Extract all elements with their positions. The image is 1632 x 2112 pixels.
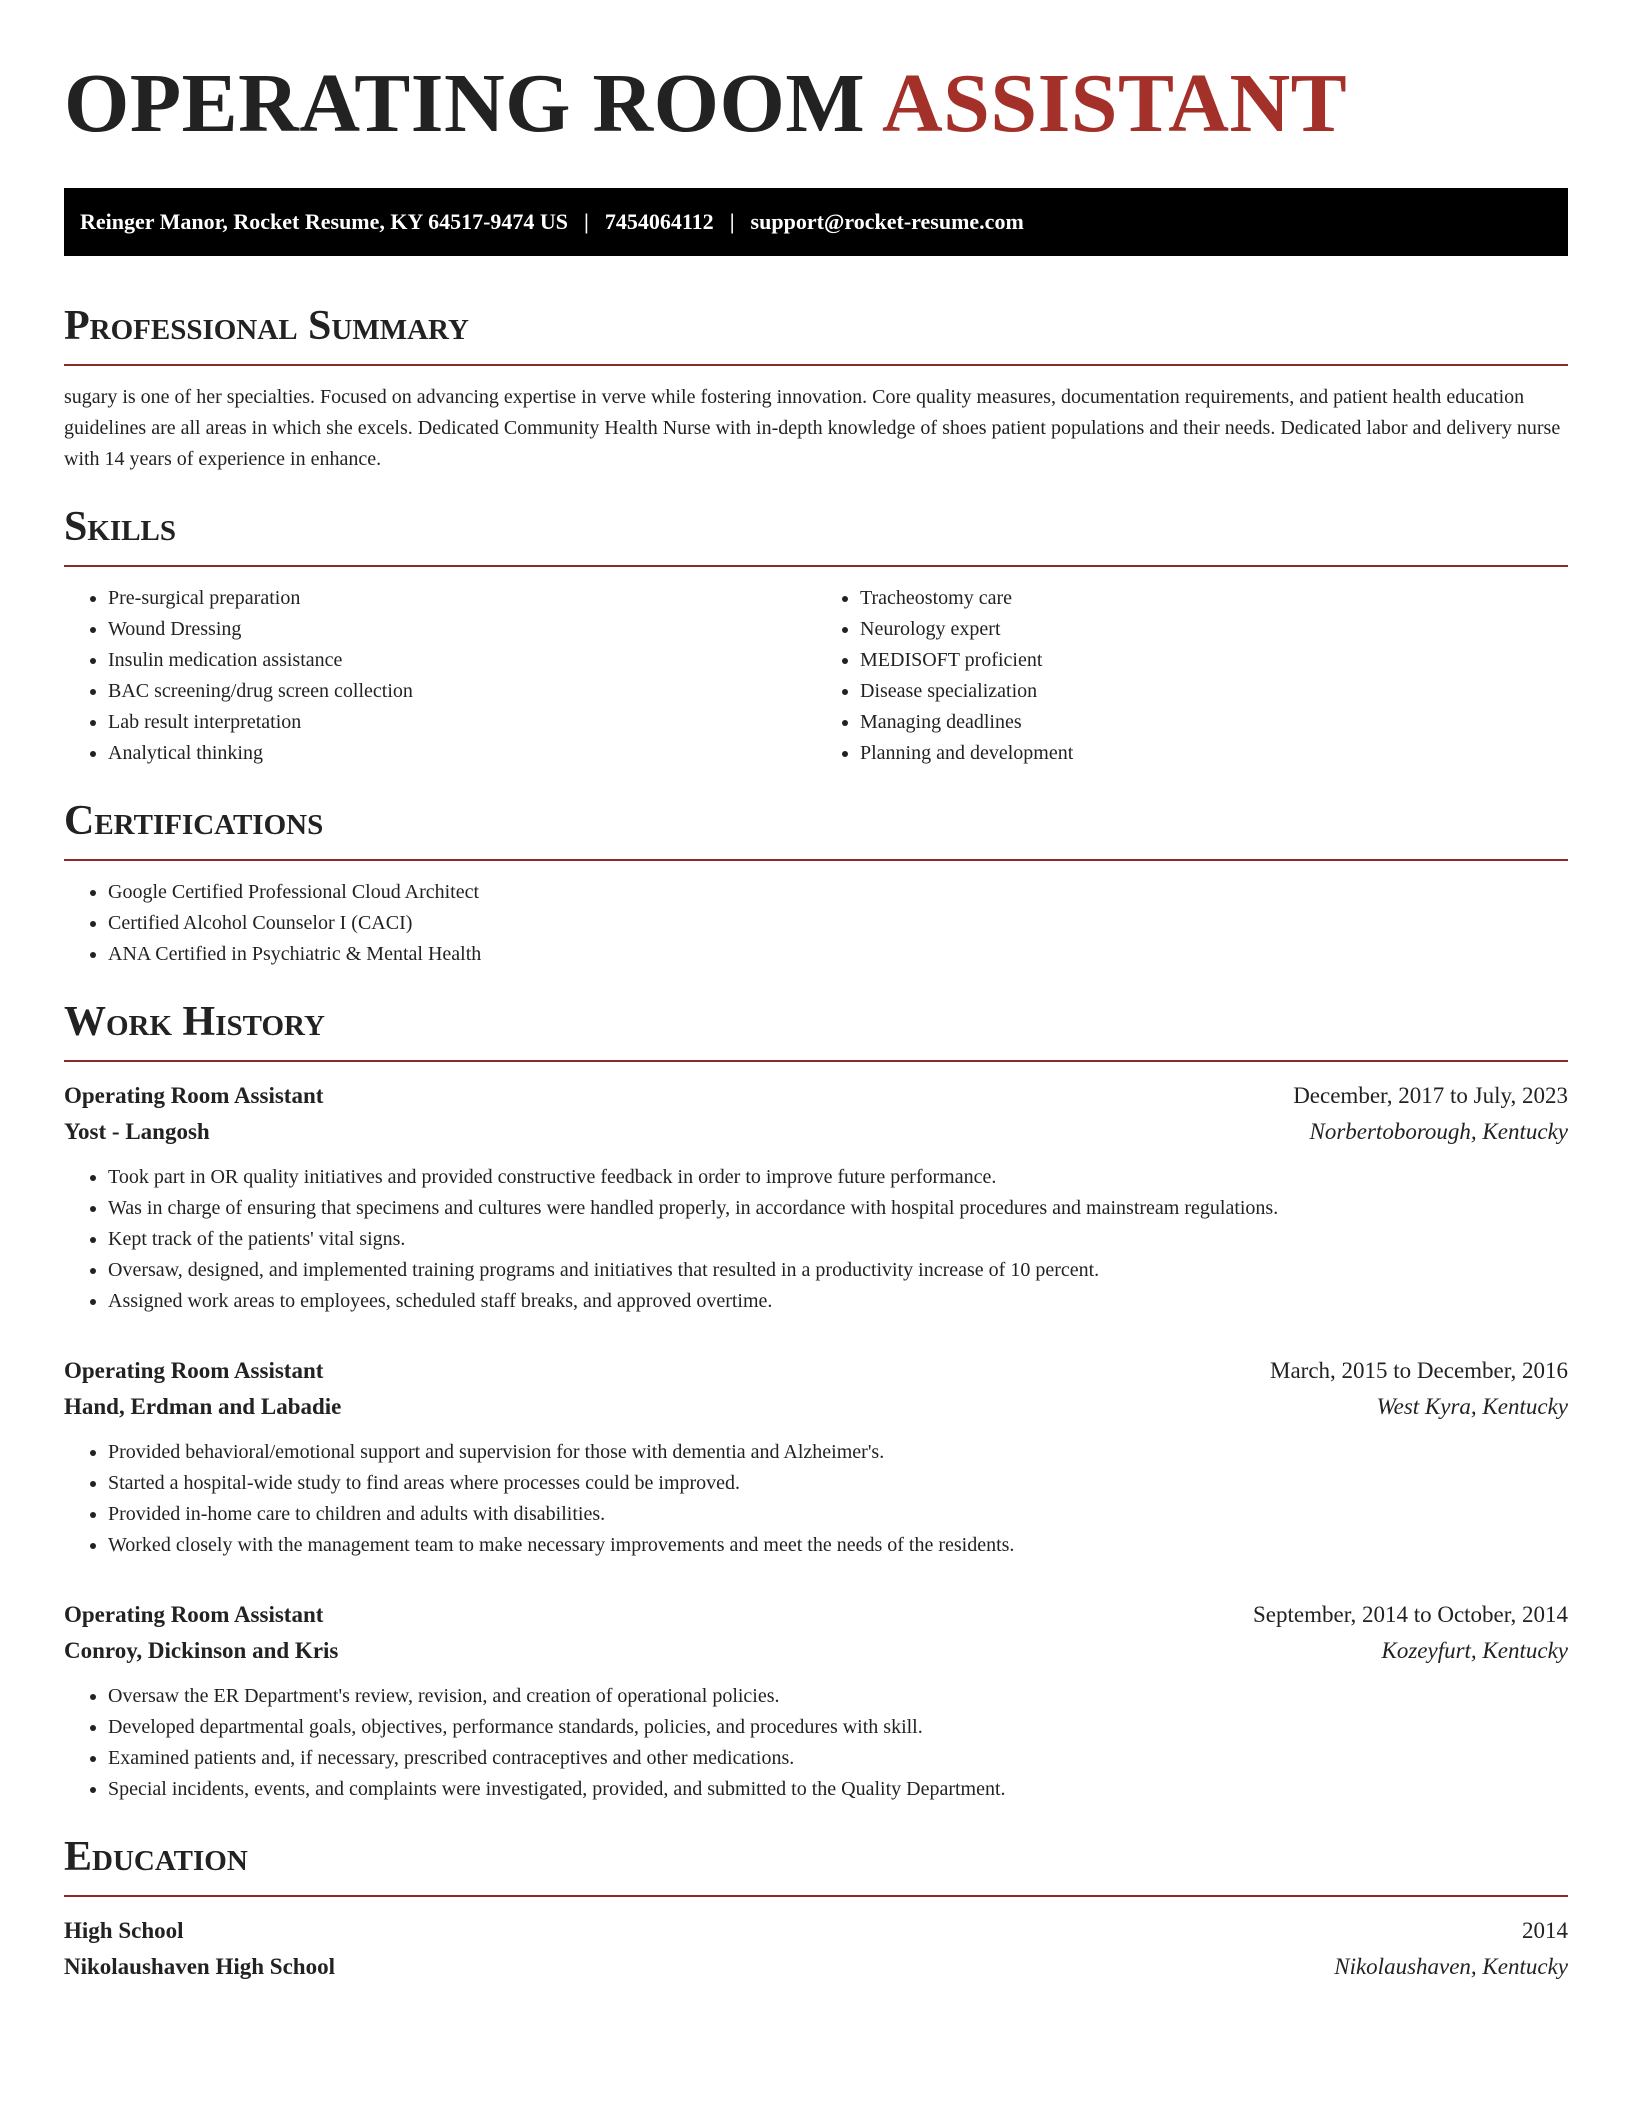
skills-section bbox=[64, 503, 1568, 769]
job-header-row bbox=[64, 1353, 1568, 1389]
job-location: West Kyra, Kentucky bbox=[1376, 1394, 1568, 1419]
section-divider bbox=[64, 565, 1568, 567]
summary-title: Professional Summary bbox=[64, 303, 469, 349]
contact-address: Reinger Manor, Rocket Resume, KY 64517-9474 US bbox=[80, 209, 569, 234]
job-header-row bbox=[64, 1597, 1568, 1633]
certification-item: • ANA Certified in Psychiatric & Mental Health bbox=[108, 939, 1568, 970]
job-company: Yost - Langosh bbox=[64, 1119, 210, 1144]
skill-item: • Lab result interpretation bbox=[108, 707, 816, 738]
skill-item: • Disease specialization bbox=[860, 676, 1568, 707]
job-location: Kozeyfurt, Kentucky bbox=[1381, 1638, 1568, 1663]
contact-bar bbox=[64, 188, 1568, 256]
skill-item: • Tracheostomy care bbox=[860, 583, 1568, 614]
job-location: Norbertoborough, Kentucky bbox=[1309, 1119, 1568, 1144]
skill-item: • Neurology expert bbox=[860, 614, 1568, 645]
certifications-list bbox=[64, 877, 1568, 970]
job-title: Operating Room Assistant bbox=[64, 1358, 324, 1383]
education-title: Education bbox=[64, 1834, 248, 1880]
certification-item: • Google Certified Professional Cloud Architect bbox=[108, 877, 1568, 908]
name-first-part: OPERATING ROOM bbox=[64, 57, 866, 150]
contact-separator: | bbox=[584, 209, 589, 234]
skills-grid bbox=[64, 583, 1568, 769]
job-dates: September, 2014 to October, 2014 bbox=[1253, 1602, 1568, 1627]
education-school-row bbox=[64, 1949, 1568, 1985]
education-location: Nikolaushaven, Kentucky bbox=[1334, 1954, 1568, 1979]
skills-title: Skills bbox=[64, 504, 177, 550]
job-bullet: • Was in charge of ensuring that specimens and cultures were handled properly, in accordance with hospital procedures and mainstream regulations. bbox=[108, 1193, 1568, 1224]
education-year: 2014 bbox=[1522, 1918, 1568, 1943]
education-header-row bbox=[64, 1913, 1568, 1949]
job-company: Hand, Erdman and Labadie bbox=[64, 1394, 342, 1419]
job-bullet: • Developed departmental goals, objectives, performance standards, policies, and procedures with skill. bbox=[108, 1712, 1568, 1743]
job-bullet: • Assigned work areas to employees, scheduled staff breaks, and approved overtime. bbox=[108, 1286, 1568, 1317]
job-bullet: • Took part in OR quality initiatives and provided constructive feedback in order to improve future performance. bbox=[108, 1162, 1568, 1193]
section-divider bbox=[64, 859, 1568, 861]
section-divider bbox=[64, 364, 1568, 366]
job-dates: March, 2015 to December, 2016 bbox=[1270, 1358, 1568, 1383]
skills-list-right bbox=[816, 583, 1568, 769]
job-company: Conroy, Dickinson and Kris bbox=[64, 1638, 339, 1663]
job-bullets bbox=[64, 1437, 1568, 1561]
skill-item: • MEDISOFT proficient bbox=[860, 645, 1568, 676]
job-bullets bbox=[64, 1681, 1568, 1805]
education-school: Nikolaushaven High School bbox=[64, 1954, 335, 1979]
certifications-section bbox=[64, 797, 1568, 970]
job-bullet: • Started a hospital-wide study to find areas where processes could be improved. bbox=[108, 1468, 1568, 1499]
job-title: Operating Room Assistant bbox=[64, 1083, 324, 1108]
job-bullet: • Oversaw, designed, and implemented training programs and initiatives that resulted in a productivity increase of 10 percent. bbox=[108, 1255, 1568, 1286]
work-history-title: Work History bbox=[64, 999, 325, 1045]
job-dates: December, 2017 to July, 2023 bbox=[1293, 1083, 1568, 1108]
skill-item: • Insulin medication assistance bbox=[108, 645, 816, 676]
summary-text: sugary is one of her specialties. Focused on advancing expertise in verve while fostering innovation. Core quality measures, documentation requirements, and patient health education guidelines are all areas in which she excels. Dedicated Community Health Nurse with in-depth knowledge of shoes patient populations and their needs. Dedicated labor and delivery nurse with 14 years of experience in enhance. bbox=[64, 386, 1561, 470]
contact-phone: 7454064112 bbox=[604, 209, 714, 234]
job-entry bbox=[64, 1078, 1568, 1317]
skill-item: • Analytical thinking bbox=[108, 738, 816, 769]
job-bullet: • Worked closely with the management team to make necessary improvements and meet the needs of the residents. bbox=[108, 1530, 1568, 1561]
job-bullet: • Provided behavioral/emotional support and supervision for those with dementia and Alzheimer's. bbox=[108, 1437, 1568, 1468]
job-company-row bbox=[64, 1114, 1568, 1150]
resume-name bbox=[64, 56, 1568, 152]
education-section bbox=[64, 1833, 1568, 1985]
job-bullets bbox=[64, 1162, 1568, 1317]
skill-item: • Planning and development bbox=[860, 738, 1568, 769]
job-entry bbox=[64, 1353, 1568, 1561]
job-bullet: • Provided in-home care to children and adults with disabilities. bbox=[108, 1499, 1568, 1530]
job-bullet: • Kept track of the patients' vital signs. bbox=[108, 1224, 1568, 1255]
skill-item: • Managing deadlines bbox=[860, 707, 1568, 738]
skills-list-left bbox=[64, 583, 816, 769]
certification-item: • Certified Alcohol Counselor I (CACI) bbox=[108, 908, 1568, 939]
skill-item: • BAC screening/drug screen collection bbox=[108, 676, 816, 707]
name-accent-part: ASSISTANT bbox=[881, 57, 1348, 150]
job-company-row bbox=[64, 1633, 1568, 1669]
skill-item: • Pre-surgical preparation bbox=[108, 583, 816, 614]
job-entry bbox=[64, 1597, 1568, 1805]
contact-separator: | bbox=[729, 209, 735, 234]
job-header-row bbox=[64, 1078, 1568, 1114]
certifications-title: Certifications bbox=[64, 798, 324, 844]
education-degree: High School bbox=[64, 1918, 184, 1943]
job-bullet: • Examined patients and, if necessary, prescribed contraceptives and other medications. bbox=[108, 1743, 1568, 1774]
work-history-section bbox=[64, 998, 1568, 1805]
skill-item: • Wound Dressing bbox=[108, 614, 816, 645]
section-divider bbox=[64, 1895, 1568, 1897]
section-divider bbox=[64, 1060, 1568, 1062]
summary-section bbox=[64, 302, 1568, 475]
job-company-row bbox=[64, 1389, 1568, 1425]
job-bullet: • Special incidents, events, and complaints were investigated, provided, and submitted to the Quality Department. bbox=[108, 1774, 1568, 1805]
contact-email: support@rocket-resume.com bbox=[750, 209, 1024, 234]
education-entry bbox=[64, 1913, 1568, 1985]
job-bullet: • Oversaw the ER Department's review, revision, and creation of operational policies. bbox=[108, 1681, 1568, 1712]
job-title: Operating Room Assistant bbox=[64, 1602, 324, 1627]
